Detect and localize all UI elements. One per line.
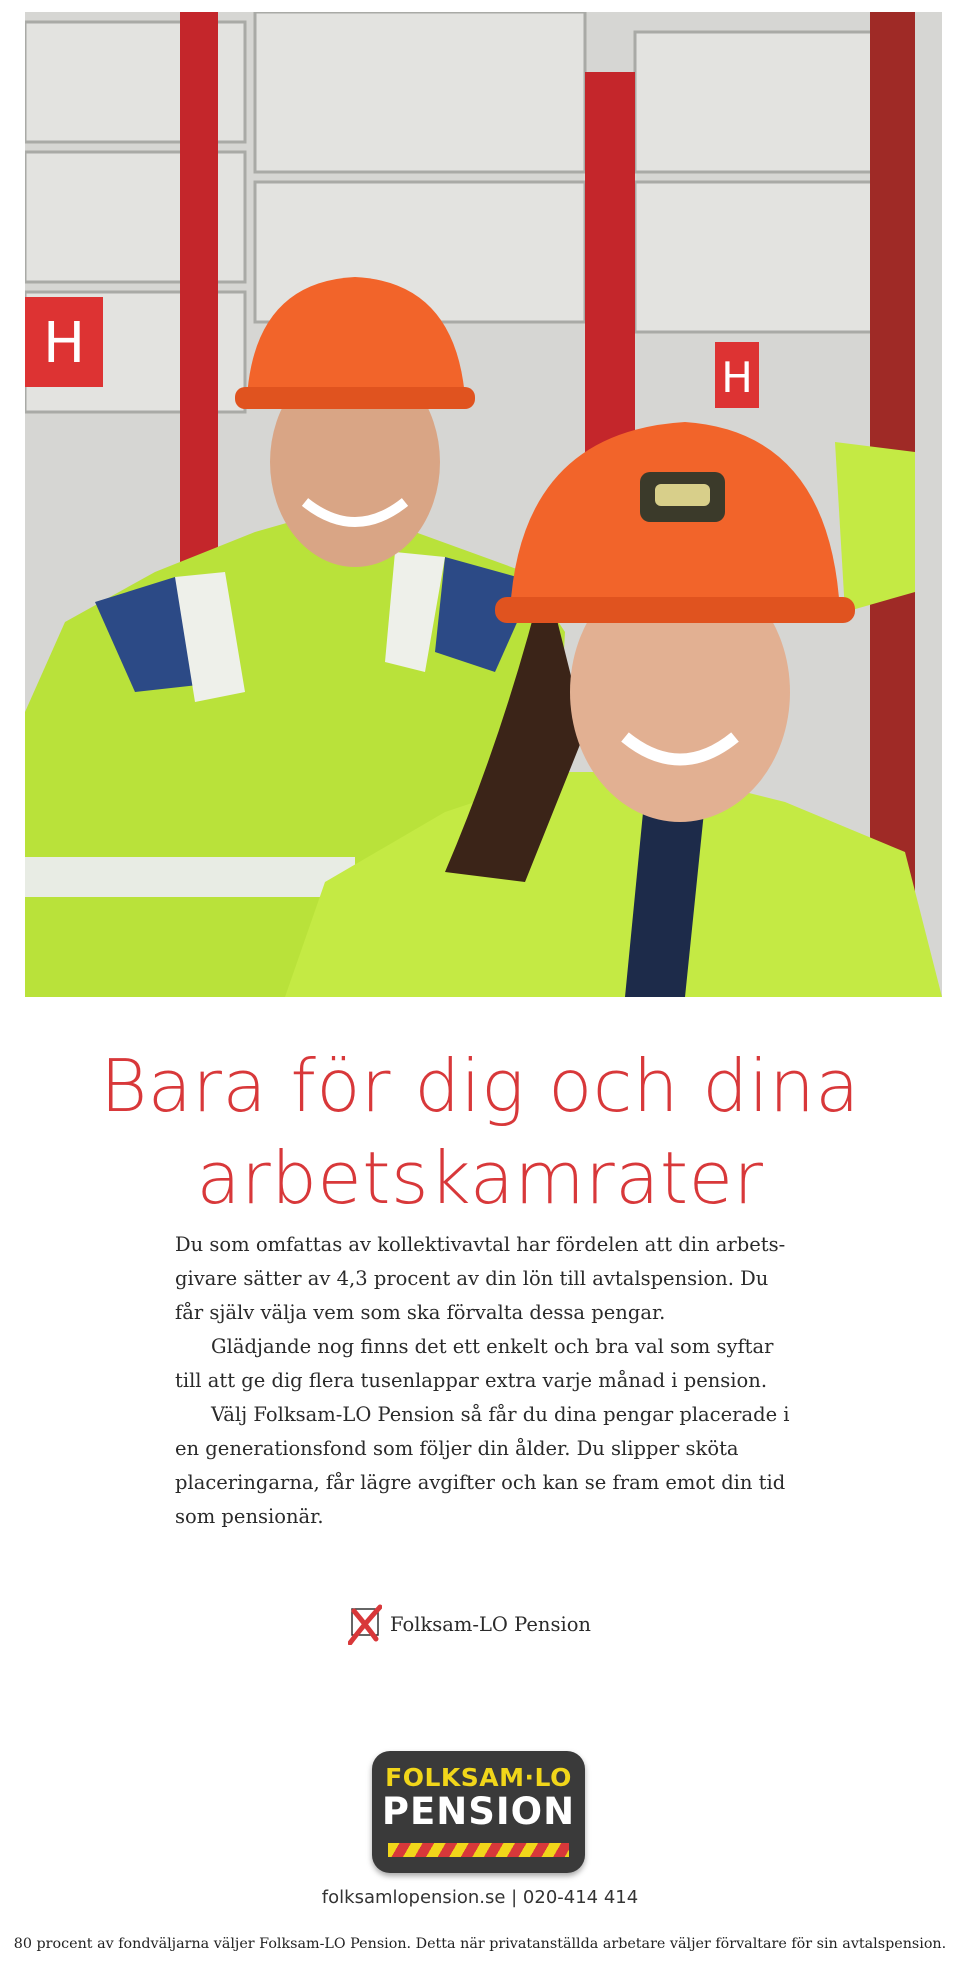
checkbox-label: Folksam-LO Pension — [390, 1612, 591, 1636]
headline-line-2: arbetskamrater — [196, 1136, 764, 1220]
headline-line-1: Bara för dig och dina — [100, 1044, 860, 1128]
paragraph-2: Glädjande nog finns det ett enkelt och bra val som syftar till att ge dig flera tusenlappar extra varje månad i pension. — [175, 1335, 774, 1392]
hero-photo — [25, 12, 942, 997]
paragraph-1: Du som omfattas av kollektivavtal har fördelen att din arbets-givare sätter av 4,3 procent av din lön till avtalspension. Du får själv välja vem som ska förvalta dessa pengar. — [175, 1233, 786, 1324]
paragraph-3: Välj Folksam-LO Pension så får du dina pengar placerade i en generationsfond som följer din ålder. Du slipper sköta placeringarna, får lägre avgifter och kan se fram emot din tid som pensionär. — [175, 1403, 790, 1528]
construction-workers-photo — [25, 12, 942, 997]
logo-line-1: FOLKSAM·LO — [385, 1763, 572, 1792]
logo-line-2: PENSION — [381, 1790, 576, 1833]
logo-stripes — [388, 1843, 569, 1857]
folksam-lo-pension-logo — [372, 1751, 585, 1873]
checkbox-checked-icon — [350, 1609, 380, 1639]
body-copy — [175, 1228, 795, 1534]
footnote: 80 procent av fondväljarna väljer Folksam-LO Pension. Detta när privatanställda arbetare väljer förvaltare för sin avtalspension. — [13, 1936, 947, 1952]
contact-info: folksamlopension.se | 020-414 414 — [321, 1887, 639, 1908]
headline — [0, 1040, 960, 1224]
svg-text:H: H — [42, 311, 86, 376]
ballot-option — [350, 1602, 591, 1646]
svg-text:H: H — [721, 353, 753, 402]
